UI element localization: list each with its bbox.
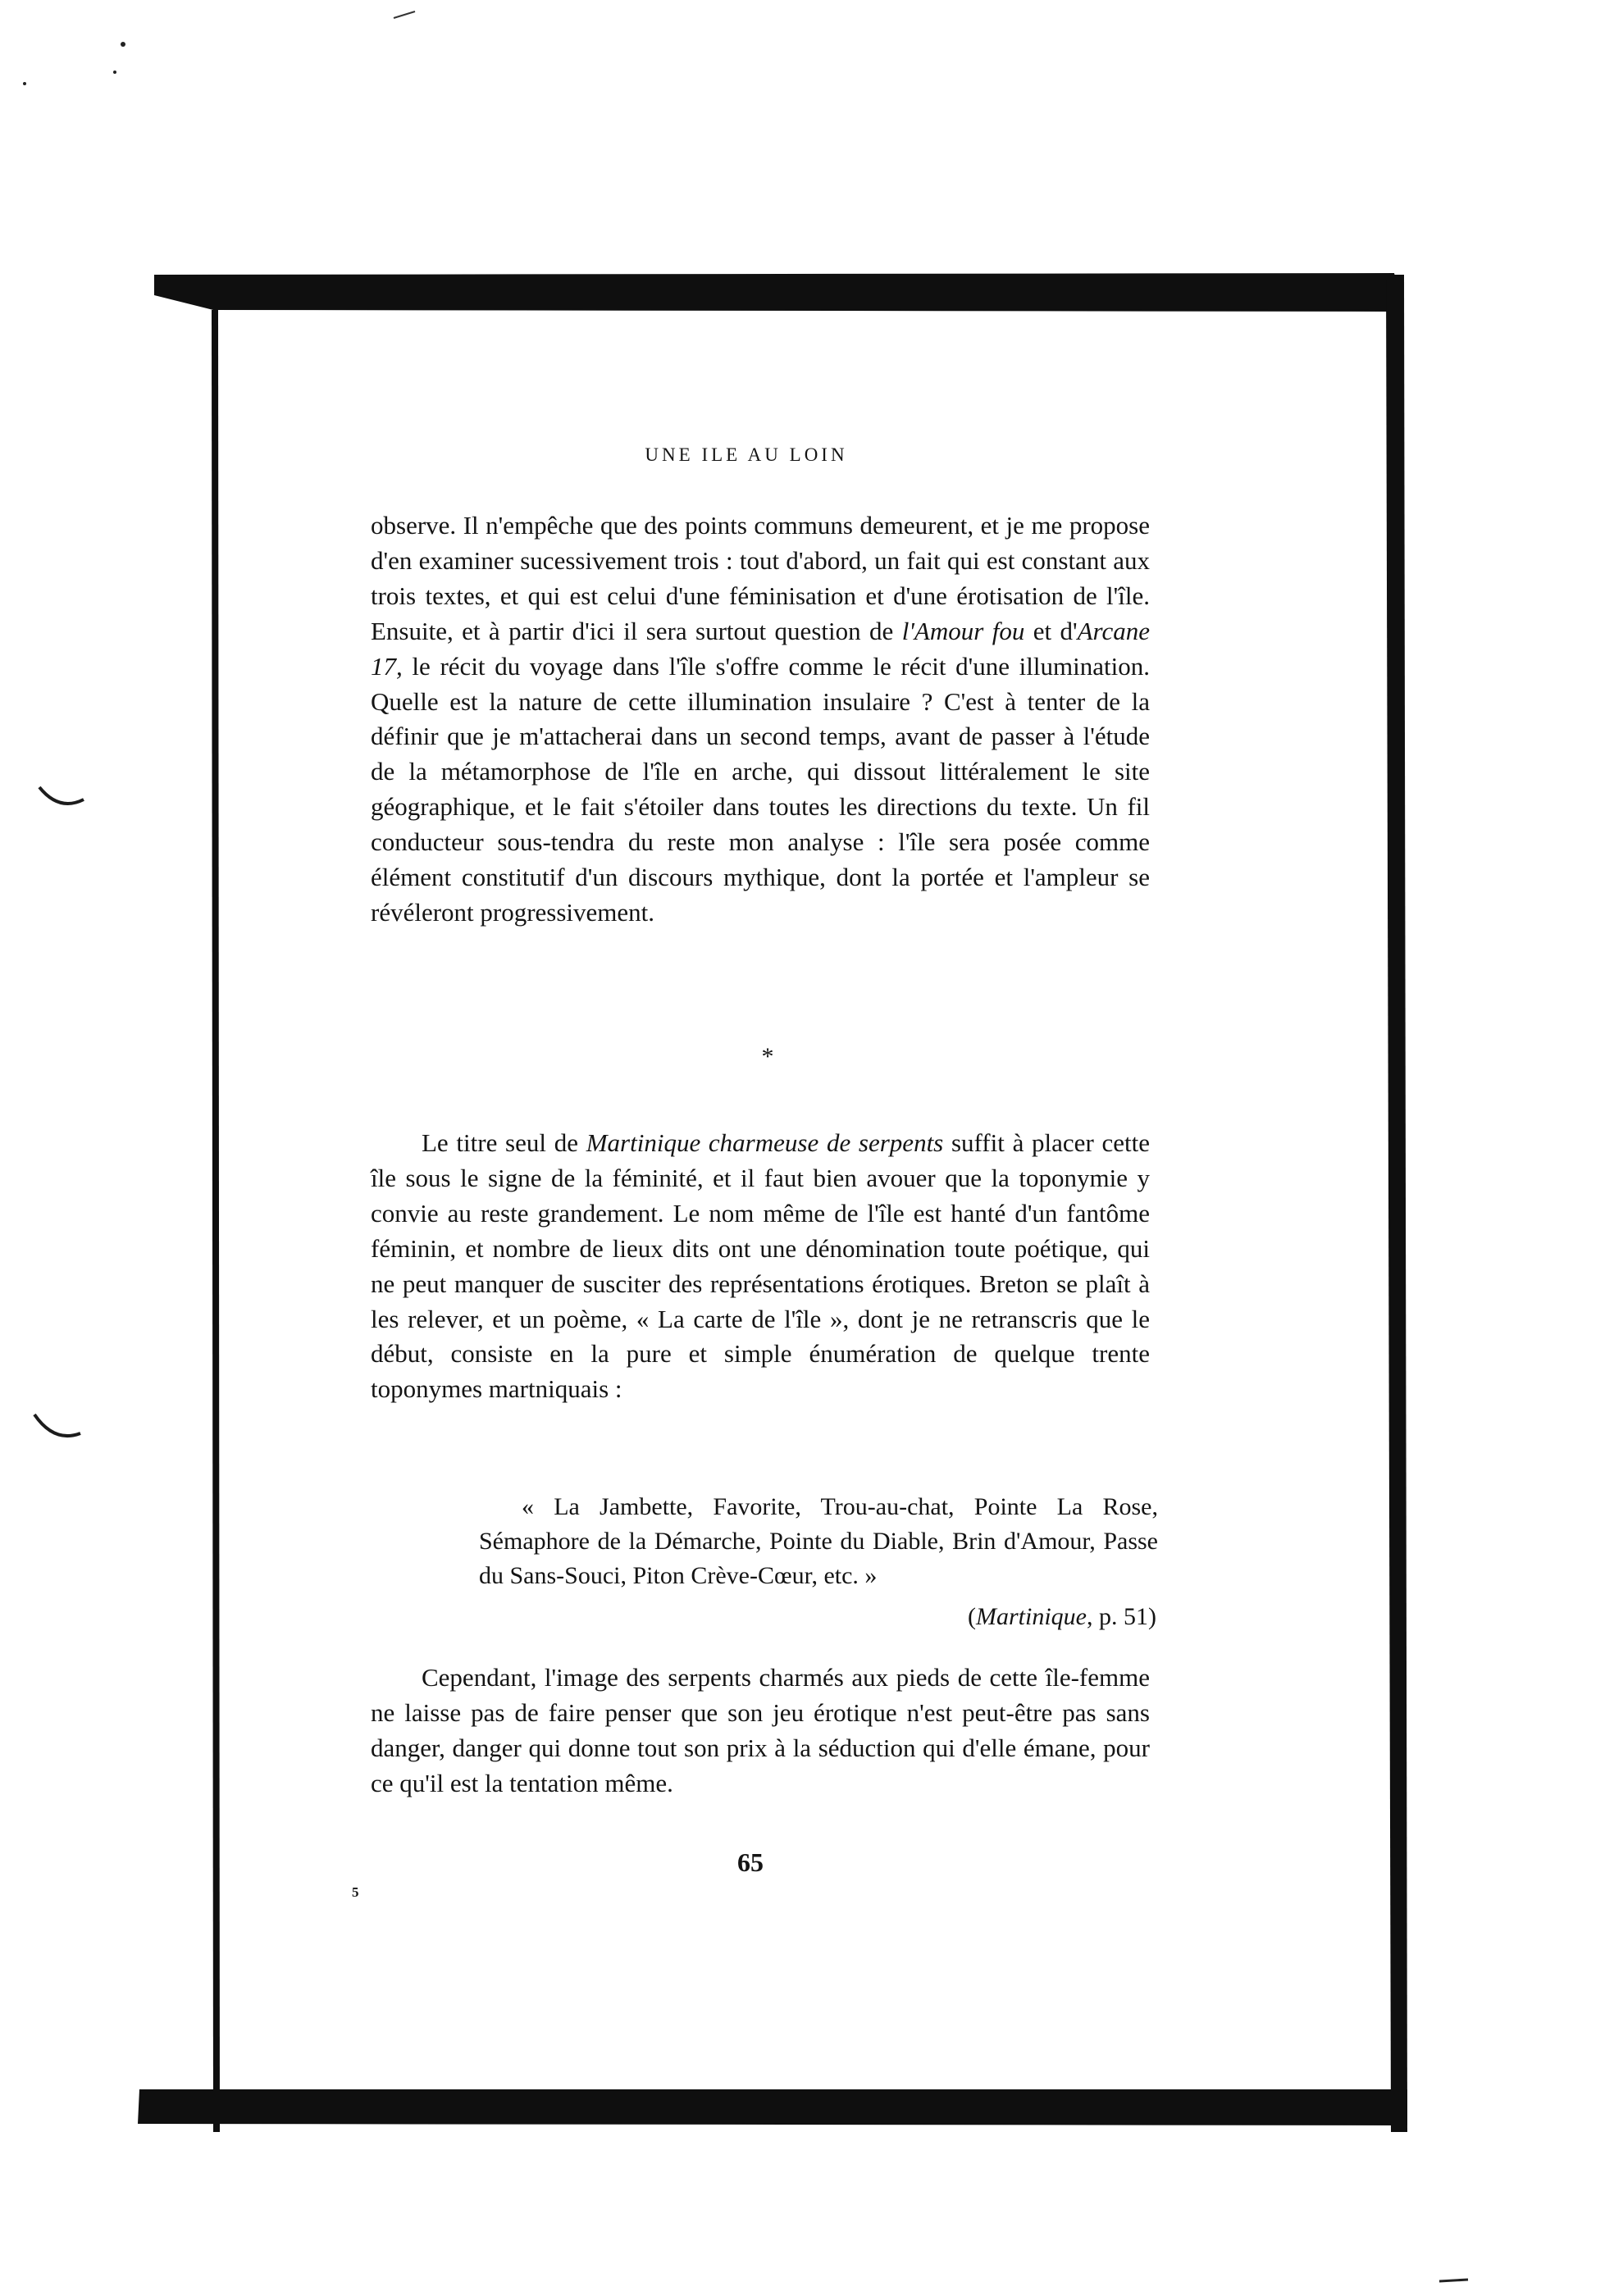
block-quotation: « La Jambette, Favorite, Trou-au-chat, Pointe La Rose, Sémaphore de la Démarche, Pointe du Diable, Brin d'Amour, Passe du Sans-Souci, Piton Crève-Cœur, etc. » [479,1493,1158,1589]
paragraph-3-text: Cependant, l'image des serpents charmés aux pieds de cette île-femme ne laisse pas de faire penser que son jeu érotique n'est peut-être pas sans danger, danger qui donne tout son prix à la séduction qui d'elle émane, pour ce qu'il est la tentation même. [371,1663,1150,1797]
paragraph-3 [371,1660,1150,1802]
section-ornament: * [761,1043,774,1070]
citation-rest: , p. 51) [1087,1603,1156,1630]
quotation-citation [820,1603,1156,1631]
p2-text-c: suffit à placer cette île sous le signe de la féminité, et il faut bien avouer que la toponymie y convie au reste grandement. Le nom même de l'île est hanté d'un fantôme féminin, et nombre de lieux dits ont une dénomination toute poétique, qui ne peut manquer de susciter des représentations érotiques. Breton se plaît à les relever, et un poème, « La carte de l'île », dont je ne retranscris que le début, consiste en la pure et simple énumération de quelque trente toponymes martniquais : [371,1128,1150,1404]
p1-title-amour-fou: l'Amour fou [901,616,1025,645]
paragraph-1 [371,508,1150,931]
p2-text-a: Le titre seul de [422,1128,586,1157]
paragraph-2 [371,1126,1150,1407]
p1-text-a: observe. Il n'empêche que des points communs demeurent, et je me propose d'en examiner sucessivement trois : tout d'abord, un fait qui est constant aux trois textes, et qui est celui d'une féminisation et d'une érotisation de l'île. Ensuite, et à partir d'ici il sera surtout question de [371,511,1150,645]
citation-open: ( [968,1603,976,1630]
page-number: 65 [737,1847,764,1877]
p1-text-c: et d' [1024,616,1078,645]
p1-title-arcane: Arcane 17, [371,616,1150,681]
running-head: UNE ILE AU LOIN [645,444,848,465]
p2-title-martinique: Martinique charmeuse de serpents [586,1128,944,1157]
citation-work: Martinique [976,1603,1087,1630]
signature-mark: 5 [352,1884,359,1900]
p1-text-e: le récit du voyage dans l'île s'offre comme le récit d'une illumination. Quelle est la nature de cette illumination insulaire ? C'est à tenter de la définir que je m'attacherai dans un second temps, avant de passer à l'étude de la métamorphose de l'île en arche, qui dissout littéralement le site géographique, et le fait s'étoiler dans toutes les directions du texte. Un fil conducteur sous-tendra du reste mon analyse : l'île sera posée comme élément constitutif d'un discours mythique, dont la portée et l'ampleur se révéleront progressivement. [371,651,1150,927]
